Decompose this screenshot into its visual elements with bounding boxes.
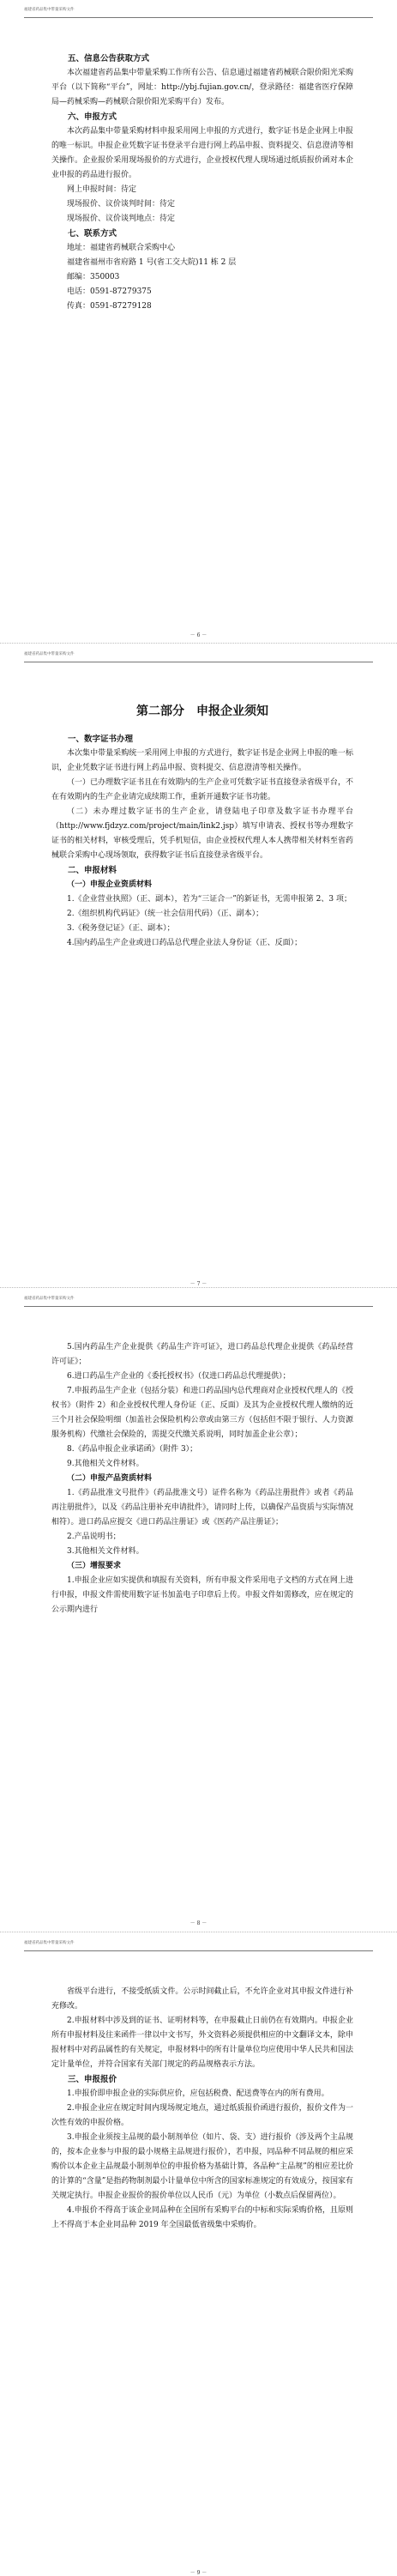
- paragraph: 省级平台进行，不接受纸质文件。公示时间截止后，不允许企业对其申报文件进行补充修改。: [51, 1987, 353, 2011]
- paragraph: 福建省福州市省府路 1 号(省工交大院)11 栋 2 层: [67, 258, 237, 267]
- section-heading: 三、申报报价: [68, 2075, 117, 2084]
- running-header: 福建省药品集中带量采购文件: [24, 8, 75, 12]
- paragraph: 7.申报药品生产企业（包括分装）和进口药品国内总代理商对企业授权代理人的《授权书》（附件 2）和企业授权代理人身份证（正、反面）及其为企业授权代理人缴纳的近三个月社会保险明细（加盖社会保险机构公章或由第三方（包括但不限于银行、人力资源服务机构）代缴社会保险的，需提交代缴关系说明，同时加盖企业公章）；: [51, 1387, 353, 1439]
- paragraph: 电话：0591-87279375: [67, 287, 152, 296]
- paragraph: 1.申报企业应如实提供和填报有关资料，所有申报文件采用电子文档的方式在网上进行申报，申报文件需使用数字证书加盖电子印章后上传。申报文件如需修改，应在规定的公示期内进行: [51, 1576, 353, 1614]
- paragraph: 3.《税务登记证》（正、副本）；: [67, 924, 175, 933]
- paragraph: 5.国内药品生产企业提供《药品生产许可证》，进口药品总代理企业提供《药品经营许可证》；: [51, 1343, 353, 1366]
- paragraph: 现场报价、议价谈判地点：待定: [67, 215, 176, 223]
- paragraph: 本次福建省药品集中带量采购工作所有公告、信息通过福建省药械联合限价阳光采购平台（以下简称“平台”，网址：http://ybj.fujian.gov.cn/，登录路径：福建省医疗保障局—药械采购—药械联合限价阳光采购平台）发布。: [51, 69, 353, 106]
- paragraph: 2.《组织机构代码证》（统一社会信用代码）（正、副本）；: [67, 910, 264, 918]
- paragraph: 邮编：350003: [67, 273, 120, 281]
- paragraph: 1.申报价即申报企业的实际供应价，应包括税费、配送费等在内的所有费用。: [67, 2089, 329, 2098]
- document-page: [0, 1289, 397, 1931]
- header-rule: [24, 1306, 373, 1307]
- paragraph: 本次药品集中带量采购材料申报采用网上申报的方式进行，数字证书是企业网上申报的唯一标识。申报企业凭数字证书登录平台进行网上药品申报、资料提交、信息澄清等相关操作。企业报价采用现场报价的方式进行，企业授权代理人现场通过纸质报价函对本企业申报的药品进行报价。: [51, 127, 353, 179]
- paragraph: 传真：0591-87279128: [67, 302, 152, 311]
- page-body: [51, 694, 353, 951]
- paragraph: 9.其他相关文件材料。: [67, 1460, 144, 1468]
- paragraph: 6.进口药品生产企业的《委托授权书》（仅进口药品总代理提供）；: [67, 1372, 291, 1381]
- section-heading: 一、数字证书办理: [68, 735, 134, 744]
- paragraph: 3.申报企业须按主品规的最小制剂单位（如片、袋、支）进行报价（涉及两个主品规的，按本企业参与申报的最小规格主品规进行报价），若申报，同品种不同品规的相应采购价以本企业主品规最小制剂单位的申报价格为基础计算，各品种“主品规”的相应差比价的计算的“含量”是指药物制剂最小计量单位中所含的国家标准规定的有效成分，按国家有关规定执行。申报企业报价的报价单位以人民币（元）为单位（小数点后保留两位）。: [51, 2133, 353, 2200]
- section-heading: 七、联系方式: [68, 229, 117, 239]
- paragraph: 2.申报企业应在规定时间内现场规定地点，通过纸质报价函进行报价，报价文件为一次性有效的申报价格。: [51, 2104, 353, 2127]
- paragraph: （一）已办理数字证书且在有效期内的生产企业可凭数字证书直接登录省级平台，不在有效期内的生产企业请完成续期工作，重新开通数字证书功能。: [51, 778, 353, 801]
- paragraph: 3.其他相关文件材料。: [67, 1547, 144, 1556]
- paragraph: 1.《企业营业执照》（正、副本），若为“三证合一”的新证书，无需申报第 2、3 项；: [67, 895, 352, 904]
- section-heading: 二、申报材料: [68, 866, 117, 875]
- paragraph: （二）未办理过数字证书的生产企业，请登陆电子印章及数字证书办理平台（http://www.fjdzyz.com/project/main/link2.jsp）填写申请表、授权书等办理数字证书的相关材料，审核受理后，凭手机短信，由企业授权代理人本人携带相关材料至省药械联合采购中心现场领取，获得数字证书后直接登录省级平台。: [51, 807, 353, 860]
- page-number: － 7 －: [189, 1281, 208, 1287]
- page-separator: [0, 643, 397, 644]
- paragraph: 网上申报时间：待定: [67, 185, 137, 194]
- paragraph: 2.产品说明书；: [67, 1533, 121, 1541]
- document-page: [0, 1933, 397, 2575]
- page-number: － 9 －: [189, 2570, 208, 2576]
- page-number: － 6 －: [189, 632, 208, 638]
- header-rule: [24, 1950, 373, 1951]
- paragraph: 4.申报价不得高于该企业同品种在全国所有采购平台的中标和实际采购价格，且原则上不得高于本企业同品种 2019 年全国最低省级集中采购价。: [51, 2206, 353, 2229]
- paragraph: 2.申报材料中涉及到的证书、证明材料等，在申报截止日前仍在有效期内。申报企业所有申报材料及往来函件一律以中文书写，外文资料必须提供相应的中文翻译文本，除申报材料中对药品属性的有关规定，申报材料中的所有计量单位均应使用中华人民共和国法定计量单位，并符合国家有关部门规定的药品规格表示方法。: [51, 2017, 353, 2069]
- part-title: 第二部分 申报企业须知: [136, 704, 268, 718]
- document-page: [0, 0, 397, 642]
- section-heading: （三）增报要求: [67, 1562, 122, 1570]
- page-body: [51, 51, 353, 314]
- paragraph: 1.《药品批准文号批件》（药品批准文号）证件名称为《药品注册批件》或者《药品再注册批件》，以及《药品注册补充申请批件》，请同时上传，以确保产品资质与实际情况相符）。进口药品应提交《进口药品注册证》或《医药产品注册证》；: [51, 1489, 353, 1527]
- page-body: [51, 1340, 353, 1618]
- running-header: 福建省药品集中带量采购文件: [24, 1297, 75, 1301]
- page-separator: [0, 1287, 397, 1288]
- page-body: [51, 1985, 353, 2233]
- running-header: 福建省药品集中带量采购文件: [24, 652, 75, 656]
- paragraph: 地址：福建省药械联合采购中心: [67, 244, 176, 252]
- paragraph: 现场报价、议价谈判时间：待定: [67, 200, 176, 209]
- running-header: 福建省药品集中带量采购文件: [24, 1941, 75, 1945]
- paragraph: 8.《药品申报企业承诺函》（附件 3）；: [67, 1445, 198, 1454]
- section-heading: 五、信息公告获取方式: [68, 54, 150, 63]
- section-heading: （二）申报产品资质材料: [67, 1474, 153, 1483]
- paragraph: 4.国内药品生产企业或进口药品总代理企业法人身份证（正、反面）；: [67, 939, 303, 947]
- document-page: [0, 644, 397, 1286]
- section-heading: 六、申报方式: [68, 112, 117, 122]
- paragraph: 本次集中带量采购统一采用网上申报的方式进行，数字证书是企业网上申报的唯一标识，企业凭数字证书进行网上药品申报、资料提交、信息澄清等相关操作。: [51, 749, 353, 772]
- header-rule: [24, 17, 373, 18]
- page-number: － 8 －: [189, 1920, 208, 1926]
- section-heading: （一）申报企业资质材料: [67, 880, 153, 889]
